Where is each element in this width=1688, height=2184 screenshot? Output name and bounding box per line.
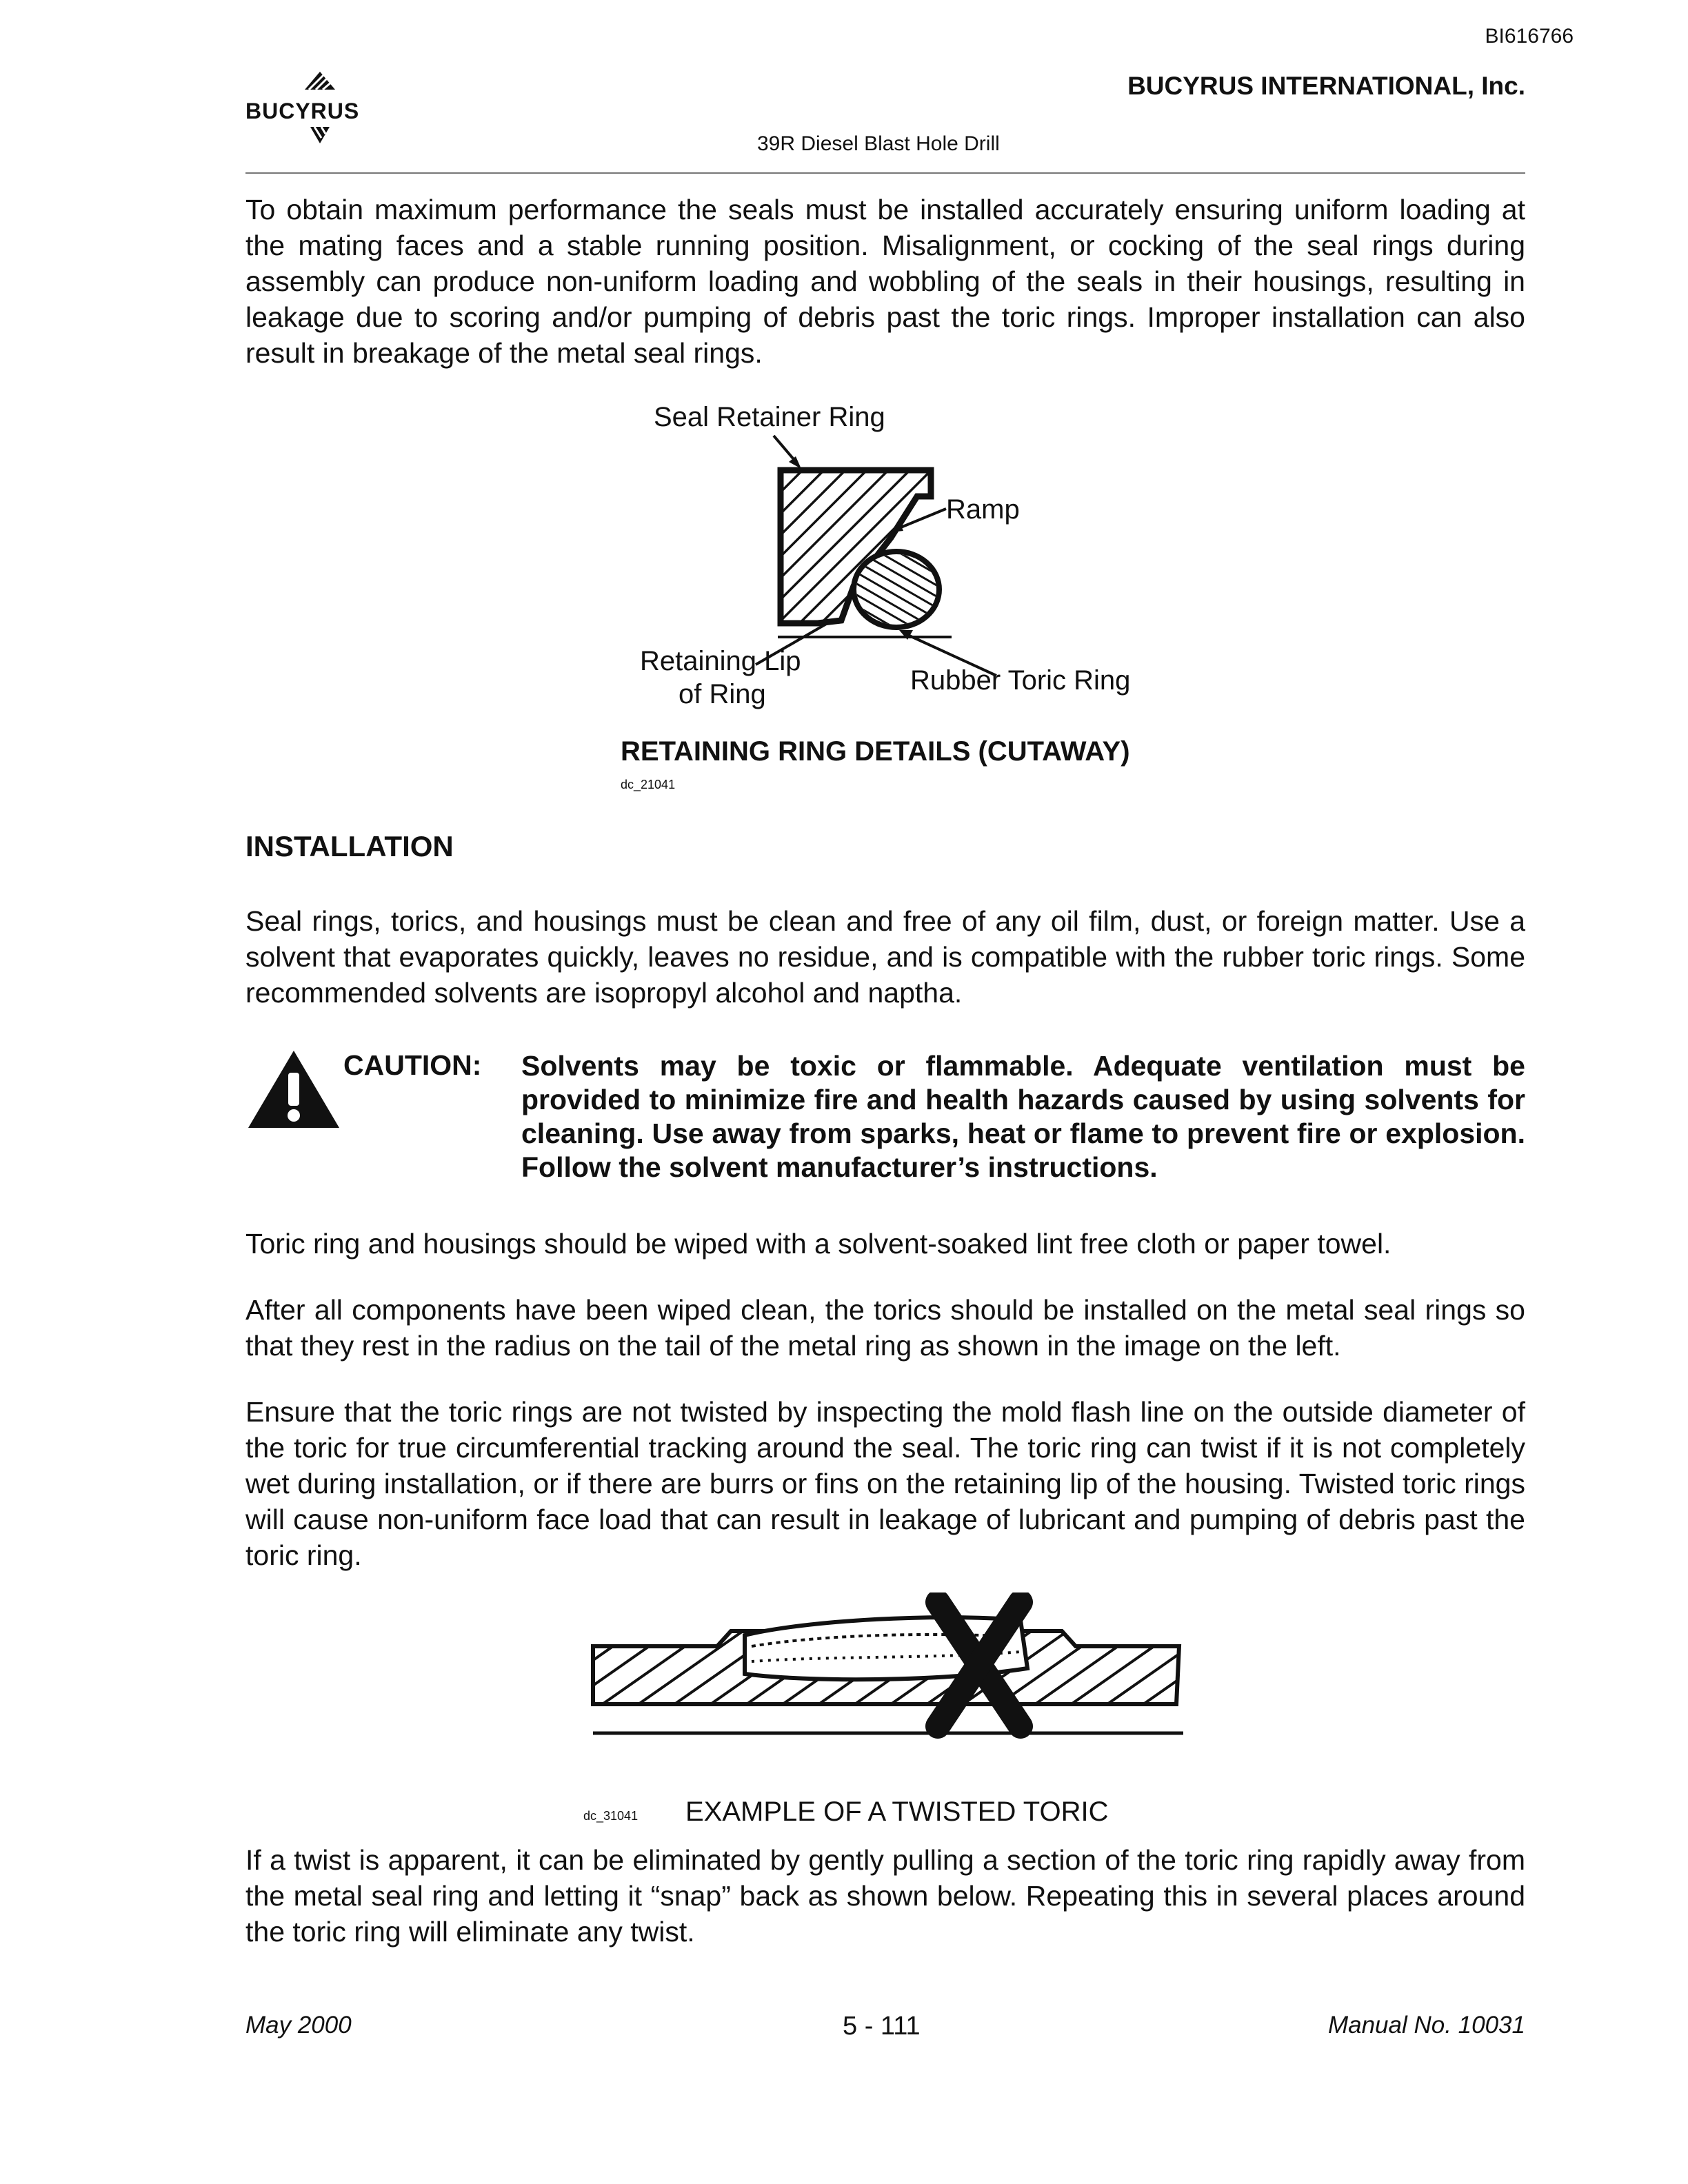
paragraph-install: After all components have been wiped clean, the torics should be installed on the metal seal rings so that they rest in the radius on the tail of the metal ring as shown in the image on the left.	[245, 1294, 1525, 1362]
document-id: BI616766	[1485, 25, 1574, 48]
figure1-caption: RETAINING RING DETAILS (CUTAWAY)	[621, 736, 1130, 767]
warning-triangle-icon	[245, 1048, 342, 1131]
document-subtitle: 39R Diesel Blast Hole Drill	[757, 132, 1000, 155]
installation-heading: INSTALLATION	[245, 830, 454, 862]
figure1-code: dc_21041	[621, 778, 676, 791]
retaining-ring-diagram	[621, 393, 1186, 717]
footer-manual-number: Manual No. 10031	[1327, 2012, 1525, 2039]
caution-text: Solvents may be toxic or flammable. Adequate ventilation must be provided to minimize fire and health hazards caused by using solvents for cleaning. Use away from sparks, heat or flame to prevent fire or explosion. Follow the solvent manufacturer’s instructions.	[521, 1050, 1525, 1183]
caution-label: CAUTION:	[343, 1049, 482, 1081]
label-retaining-lip-line1: Retaining Lip	[640, 646, 801, 676]
figure2-caption: EXAMPLE OF A TWISTED TORIC	[685, 1797, 1109, 1827]
label-seal-retainer-ring: Seal Retainer Ring	[654, 402, 885, 432]
label-rubber-toric-ring: Rubber Toric Ring	[910, 665, 1131, 696]
label-retaining-lip-line2: of Ring	[679, 679, 766, 709]
paragraph-snap: If a twist is apparent, it can be eliminated by gently pulling a section of the toric ring rapidly away from the metal seal ring and letting it “snap” back as shown below. Repeating this in several places around the toric ring will eliminate any twist.	[245, 1844, 1525, 1948]
paragraph-clean: Seal rings, torics, and housings must be clean and free of any oil film, dust, or foreign matter. Use a solvent that evaporates quickly, leaves no residue, and is compatible with the rubber toric rings. Some recommended solvents are isopropyl alcohol and naptha.	[245, 905, 1525, 1009]
footer-page-number: 5 - 111	[843, 2012, 921, 2041]
label-ramp: Ramp	[946, 494, 1020, 525]
figure2-code: dc_31041	[583, 1809, 639, 1823]
logo-text: BUCYRUS	[245, 99, 360, 123]
intro-paragraph: To obtain maximum performance the seals must be installed accurately ensuring uniform loading at the mating faces and a stable running position. Misalignment, or cocking of the seal rings during assembly can produce non-uniform loading and wobbling of the seals in their housings, resulting in leakage due to scoring and/or pumping of debris past the toric rings. Improper installation can also result in breakage of the metal seal rings.	[245, 194, 1525, 369]
header-divider	[245, 172, 1525, 174]
footer-date: May 2000	[245, 2012, 352, 2039]
twisted-toric-diagram	[579, 1593, 1193, 1758]
paragraph-twist: Ensure that the toric rings are not twisted by inspecting the mold flash line on the outside diameter of the toric for true circumferential tracking around the seal. The toric ring can twist if it is not completely wet during installation, or if there are burrs or fins on the retaining lip of the housing. Twisted toric rings will cause non-uniform face load that can result in leakage of lubricant and pumping of debris past the toric ring.	[245, 1396, 1525, 1571]
paragraph-wipe: Toric ring and housings should be wiped with a solvent-soaked lint free cloth or paper towel.	[245, 1228, 1391, 1260]
company-name: BUCYRUS INTERNATIONAL, Inc.	[1127, 72, 1525, 100]
